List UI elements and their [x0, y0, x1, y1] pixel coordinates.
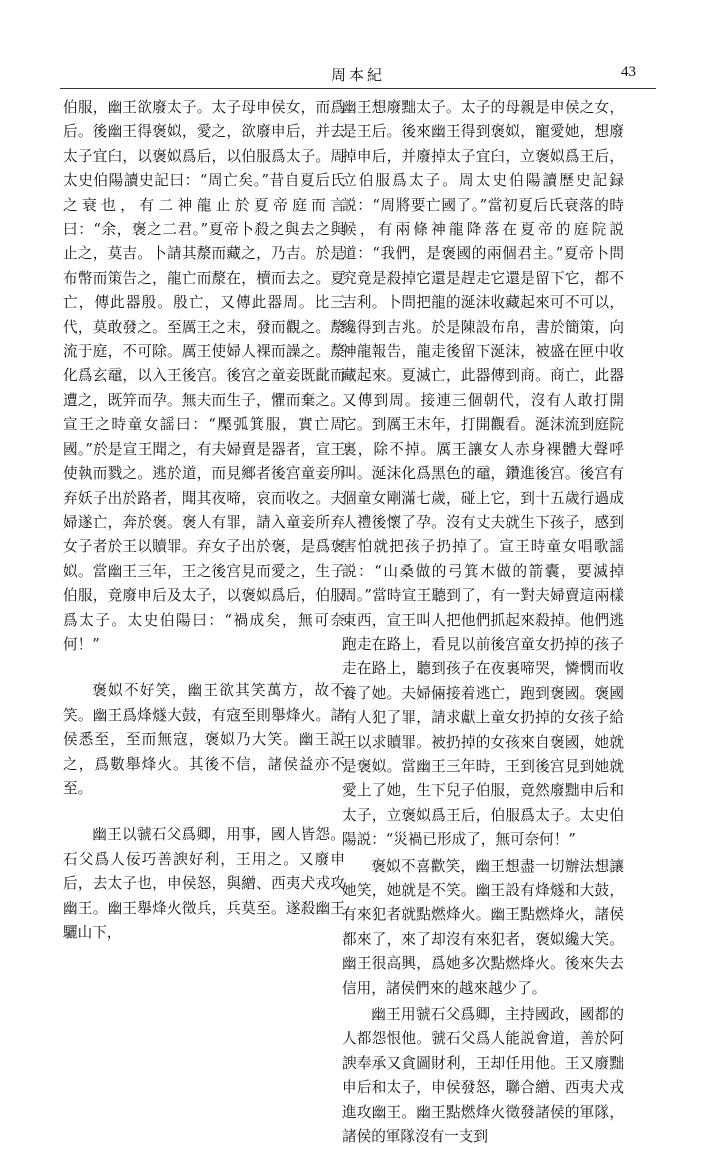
page-number: 43 — [621, 64, 636, 80]
running-header — [60, 62, 656, 86]
header-rule — [60, 88, 656, 89]
classical-paragraph-3: 幽王以虢石父爲卿，用事，國人皆怨。石父爲人佞巧善諛好利，王用之。又廢申后，去太子也，申侯怒，與繒、西夷犬戎攻幽王。幽王舉烽火徵兵，兵莫至。遂殺幽王驪山下， — [63, 826, 345, 941]
paragraph-gap — [63, 657, 345, 679]
translation-paragraph-1: 幽王想廢黜太子。太子的母親是申侯之女，是王后。後來幽王得到褒姒，寵愛她，想廢掉申后，并廢掉太子宜臼，立褒姒爲王后，立伯服爲太子。周太史伯陽讀歷史記録説：“周將要亡國了。”當初夏后氏衰落的時候，有兩條神龍降落在夏帝的庭院説道：“我們，是褒國的兩個君主。”夏帝卜問究竟是殺掉它還是趕走它還是留下它，都不吉利。卜問把龍的涎沫收藏起來可不可以，纔得到吉兆。於是陳設布帛，書於簡策，向神龍報告，龍走後留下涎沫，被盛在匣中收藏起來。夏滅亡，此器傳到商。商亡，此器又傳到周。接連三個朝代，沒有人敢打開它。到厲王末年，打開觀看。涎沫流到庭院裏，除不掉。厲王讓女人赤身裸體大聲呼叫。涎沫化爲黑色的黿，鑽進後宫。後宫有個童女剛滿七歲，碰上它，到十五歲行過成人禮後懷了孕。沒有丈夫就生下孩子，感到害怕就把孩子扔掉了。宣王時童女唱歌謡説：“山桑做的弓箕木做的箭囊，要滅掉周。”當時宣王聽到了，有一對夫婦賣這兩樣東西，宣王叫人把他們抓起來殺掉。他們逃跑走在路上，看見以前後宫童女扔掉的孩子走在路上，聽到孩子在夜裏啼哭，憐憫而收養了她。夫婦倆接着逃亡，跑到褒國。褒國有人犯了罪，請求獻上童女扔掉的女孩子給王以求贖罪。被扔掉的女孩來自褒國，她就是褒姒。當幽王三年時，王到後宫見到她就愛上了她，生下兒子伯服，竟然廢黜申后和太子，立褒姒爲王后，伯服爲太子。太史伯陽説：“災禍已形成了，無可奈何！” — [342, 99, 624, 849]
classical-paragraph-2: 褒姒不好笑，幽王欲其笑萬方，故不笑。幽王爲烽燧大鼓，有寇至則舉烽火。諸侯悉至，至而無寇，褒姒乃大笑。幽王説之，爲數舉烽火。其後不信，諸侯益亦不至。 — [63, 682, 345, 797]
running-title: 周本紀 — [330, 66, 385, 84]
classical-paragraph-1: 伯服，幽王欲廢太子。太子母申侯女，而爲后。後幽王得褒姒，愛之，欲廢申后，并去太子宜臼，以褒姒爲后，以伯服爲太子。周太史伯陽讀史記曰：“周亡矣。”昔自夏后氏之衰也，有二神龍止於夏帝庭而言曰：“余，褒之二君。”夏帝卜殺之與去之與止之，莫吉。卜請其漦而藏之，乃吉。於是布幣而策告之，龍亡而漦在，櫝而去之。夏亡，傳此器殷。殷亡，又傳此器周。比三代，莫敢發之。至厲王之末，發而觀之。漦流于庭，不可除。厲王使婦人裸而譟之。漦化爲玄黿，以入王後宫。後宫之童妾既齔而遭之，既笄而孕。無夫而生子，懼而棄之。宣王之時童女謡曰：“檿弧箕服，實亡周國。”於是宣王聞之，有夫婦賣是器者，宣王使執而戮之。逃於道，而見鄉者後宫童妾所弃妖子出於路者，聞其夜啼，哀而收之。夫婦遂亡，奔於褒。褒人有罪，請入童妾所弃女子者於王以贖罪。弃女子出於褒，是爲褒姒。當幽王三年，王之後宫見而愛之，生子伯服，竟廢申后及太子，以褒姒爲后，伯服爲太子。太史伯陽曰：“禍成矣，無可奈何！” — [63, 99, 345, 653]
translation-paragraph-3: 幽王用虢石父爲卿，主持國政，國都的人都怨恨他。虢石父爲人能説會道，善於阿諛奉承又貪圖財利，王却任用他。王又廢黜申后和太子，申侯發怒，聯合繒、西夷犬戎進攻幽王。幽王點燃烽火徵發諸侯的軍隊，諸侯的軍隊沒有一支到 — [342, 1006, 624, 1146]
classical-text-column — [63, 96, 345, 945]
translation-paragraph-2: 褒姒不喜歡笑，幽王想盡一切辦法想讓她笑，她就是不笑。幽王設有烽燧和大鼓，有來犯者就點燃烽火。幽王點燃烽火，諸侯都來了，來了却沒有來犯者，褒姒纔大笑。幽王很高興，爲她多次點燃烽火。後來失去信用，諸侯們來的越來越少了。 — [342, 857, 624, 997]
paragraph-gap — [63, 801, 345, 823]
translation-column — [342, 96, 624, 1149]
